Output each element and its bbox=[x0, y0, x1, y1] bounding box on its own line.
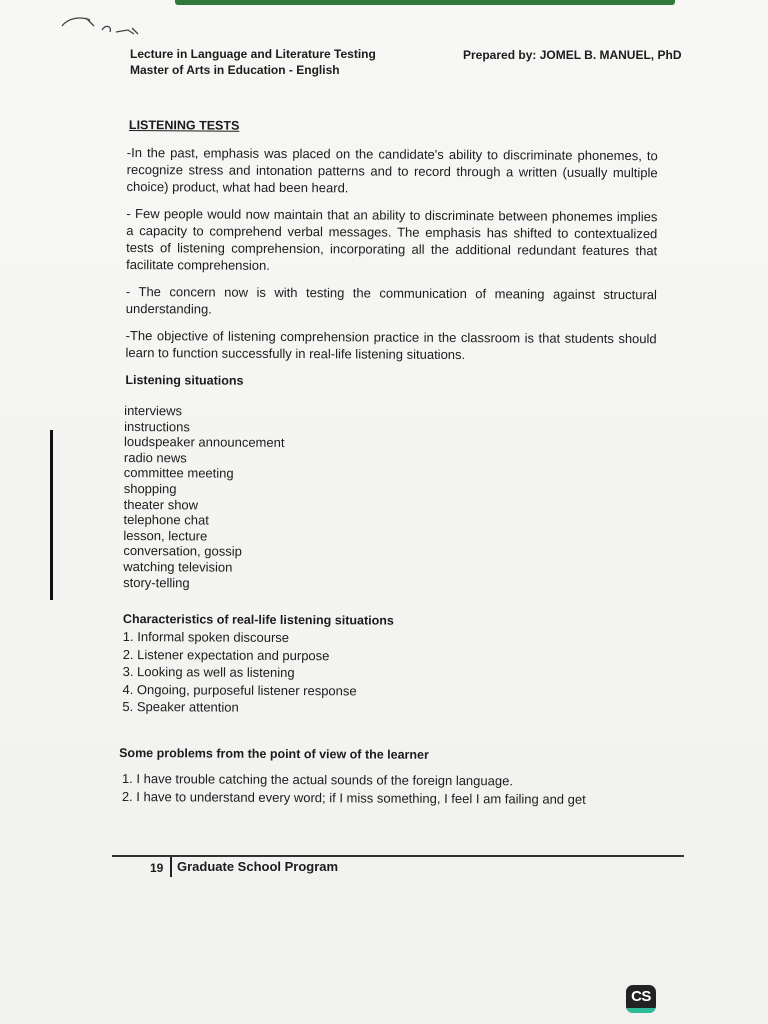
list-item: interviews bbox=[124, 402, 183, 419]
list-item: 2. I have to understand every word; if I miss something, I feel I am failing and get bbox=[121, 788, 586, 807]
list-item: 5. Speaker attention bbox=[122, 699, 239, 715]
paragraph: -In the past, emphasis was placed on the candidate's ability to discriminate phonemes, to recognize stress and intonation patterns and to record through a written (usually multiple choice) product, what had been heard. bbox=[126, 145, 658, 196]
footer-program: Graduate School Program bbox=[177, 859, 339, 874]
list-item: instructions bbox=[124, 418, 190, 434]
list-item: committee meeting bbox=[123, 465, 234, 482]
handwritten-scribble bbox=[58, 12, 148, 42]
problems-list bbox=[122, 770, 654, 809]
page-number: 19 bbox=[150, 861, 164, 875]
camscanner-badge-icon bbox=[626, 985, 656, 1013]
list-item: story-telling bbox=[123, 574, 190, 590]
header-course-info bbox=[130, 46, 376, 78]
header-author: Prepared by: JOMEL B. MANUEL, PhD bbox=[463, 48, 682, 62]
section-title: LISTENING TESTS bbox=[128, 118, 240, 133]
list-item: telephone chat bbox=[123, 512, 209, 528]
top-binding-strip bbox=[175, 0, 675, 5]
list-item: 2. Listener expectation and purpose bbox=[122, 646, 330, 663]
list-item: 1. I have trouble catching the actual sounds of the foreign language. bbox=[121, 770, 514, 789]
list-item: 3. Looking as well as listening bbox=[122, 664, 295, 681]
badge-label: CS bbox=[631, 988, 651, 1005]
badge-stripe bbox=[626, 1008, 656, 1013]
list-item: watching television bbox=[123, 558, 233, 575]
margin-ink-line bbox=[50, 430, 53, 600]
footer-divider bbox=[112, 855, 684, 857]
characteristics-title: Characteristics of real-life listening situations bbox=[122, 612, 394, 628]
situations-list bbox=[123, 403, 656, 593]
list-item: lesson, lecture bbox=[123, 527, 208, 544]
footer-separator bbox=[170, 857, 172, 877]
list-item: 1. Informal spoken discourse bbox=[122, 629, 290, 646]
paragraph: - Few people would now maintain that an ability to discriminate between phonemes implies a capacity to comprehend verbal messages. The emphasis has shifted to contextualized tests of listening comprehension, incorporating all the additional redundant features that facilitate comprehension. bbox=[126, 206, 658, 273]
list-item: conversation, gossip bbox=[123, 543, 242, 560]
problems-title: Some problems from the point of view of the learner bbox=[119, 745, 429, 762]
characteristics-list bbox=[122, 628, 655, 719]
header-program: Master of Arts in Education - English bbox=[130, 63, 340, 77]
list-item: 4. Ongoing, purposeful listener response bbox=[122, 681, 357, 699]
list-item: radio news bbox=[123, 449, 187, 466]
paragraph: - The concern now is with testing the communication of meaning against structural understanding. bbox=[125, 284, 657, 317]
document-body bbox=[119, 118, 658, 809]
list-item: theater show bbox=[123, 496, 199, 513]
header-course-title: Lecture in Language and Literature Testing bbox=[130, 47, 376, 61]
paragraph: -The objective of listening comprehension practice in the classroom is that students should learn to function successfully in real-life listening situations. bbox=[125, 328, 657, 363]
list-item: loudspeaker announcement bbox=[123, 434, 285, 451]
situations-title: Listening situations bbox=[125, 373, 244, 388]
list-item: shopping bbox=[123, 480, 177, 497]
